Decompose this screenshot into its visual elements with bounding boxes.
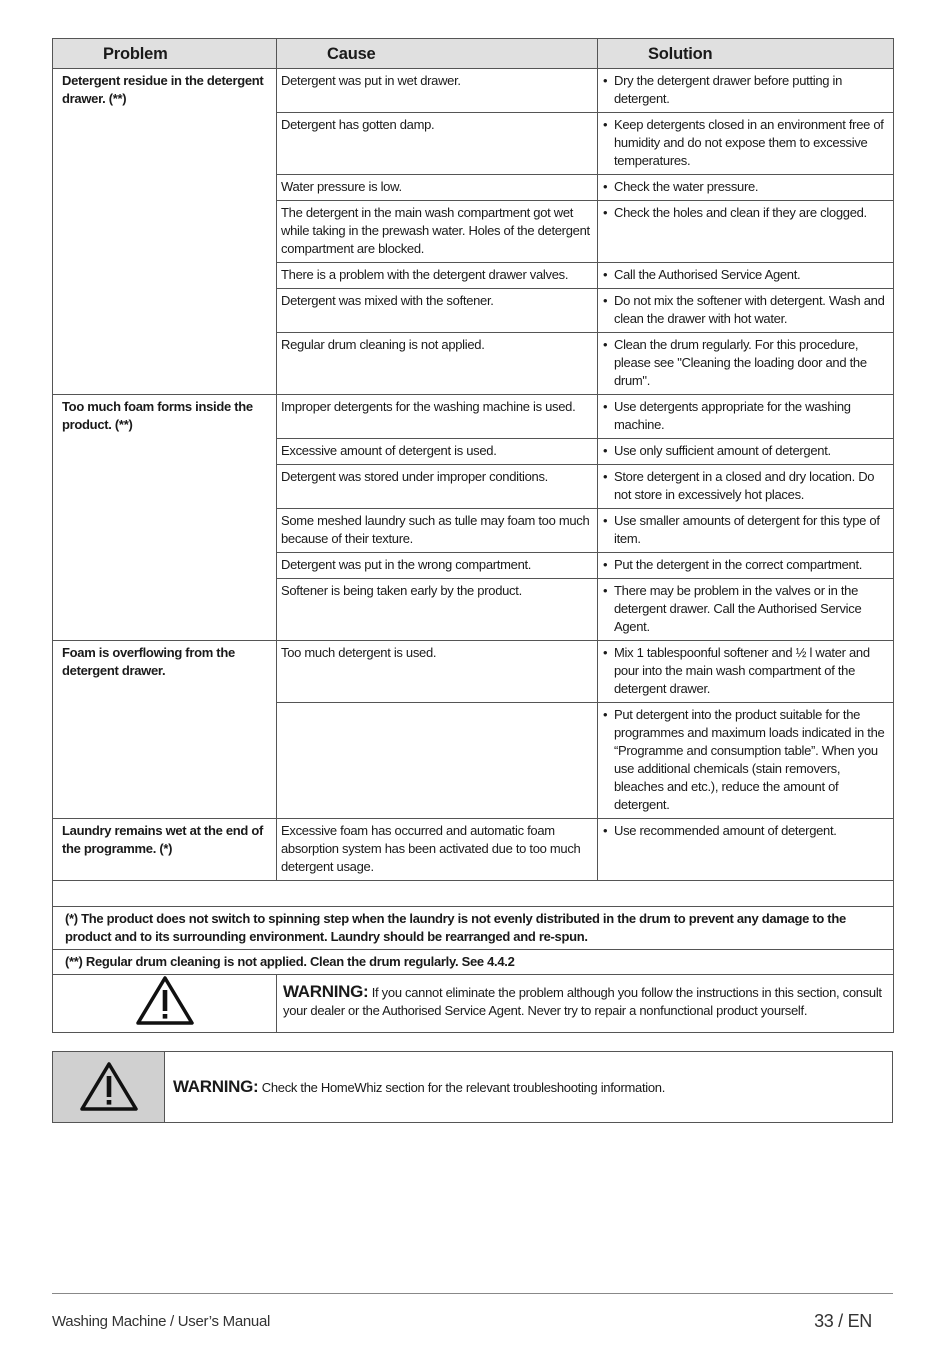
note-spin: (*) The product does not switch to spinning step when the laundry is not evenly distributed in the drum to prevent any damage to the product and to its surrounding environment. Laundry should be rearranged and re-spun. <box>53 907 894 950</box>
bullet-icon: • <box>603 179 608 194</box>
solution-text: Store detergent in a closed and dry location. Do not store in excessively hot places. <box>614 469 875 502</box>
bullet-icon: • <box>603 707 608 722</box>
warning-label: WARNING: <box>173 1077 259 1096</box>
solution-cell <box>598 819 894 881</box>
solution-text: Check the holes and clean if they are clogged. <box>614 205 867 220</box>
bullet-icon: • <box>603 443 608 458</box>
cause-cell: Improper detergents for the washing machine is used. <box>277 395 598 439</box>
solution-cell <box>598 641 894 703</box>
solution-cell <box>598 289 894 333</box>
bullet-icon: • <box>603 73 608 88</box>
troubleshooting-page <box>52 38 893 1033</box>
bullet-icon: • <box>603 583 608 598</box>
solution-cell <box>598 395 894 439</box>
warning-triangle-icon <box>135 975 195 1027</box>
cause-cell: Detergent was put in the wrong compartment. <box>277 553 598 579</box>
solution-cell <box>598 201 894 263</box>
solution-text: Use only sufficient amount of detergent. <box>614 443 831 458</box>
table-body <box>53 69 894 881</box>
solution-text: Put detergent into the product suitable for the programmes and maximum loads indicated in the “Programme and consumption table”. When you use additional chemicals (stain removers, bleaches and etc.), reduce the amount of detergent. <box>614 707 885 812</box>
problem-cell: Too much foam forms inside the product. (**) <box>53 395 277 641</box>
cause-cell: Detergent was mixed with the softener. <box>277 289 598 333</box>
bullet-icon: • <box>603 399 608 414</box>
bullet-icon: • <box>603 205 608 220</box>
cause-cell: Excessive foam has occurred and automatic foam absorption system has been activated due to too much detergent usage. <box>277 819 598 881</box>
warning-row <box>53 975 894 1033</box>
table-row <box>53 69 894 113</box>
table-row <box>53 819 894 881</box>
homewhiz-warning-box <box>52 1051 893 1123</box>
bullet-icon: • <box>603 469 608 484</box>
cause-cell: Detergent has gotten damp. <box>277 113 598 175</box>
solution-text: Use recommended amount of detergent. <box>614 823 837 838</box>
cause-cell: Some meshed laundry such as tulle may foam too much because of their texture. <box>277 509 598 553</box>
cause-cell: Water pressure is low. <box>277 175 598 201</box>
empty-cell <box>53 881 894 907</box>
solution-text: Keep detergents closed in an environment free of humidity and do not expose them to excessive temperatures. <box>614 117 884 168</box>
solution-text: Put the detergent in the correct compartment. <box>614 557 863 572</box>
cause-cell: There is a problem with the detergent drawer valves. <box>277 263 598 289</box>
cause-cell: Detergent was put in wet drawer. <box>277 69 598 113</box>
solution-cell <box>598 263 894 289</box>
footer-page-number: 33 / EN <box>814 1311 872 1331</box>
troubleshooting-table <box>52 38 894 1033</box>
solution-cell <box>598 553 894 579</box>
solution-text: There may be problem in the valves or in the detergent drawer. Call the Authorised Service Agent. <box>614 583 862 634</box>
solution-text: Clean the drum regularly. For this procedure, please see "Cleaning the loading door and the drum". <box>614 337 867 388</box>
bullet-icon: • <box>603 823 608 838</box>
problem-cell: Foam is overflowing from the detergent drawer. <box>53 641 277 819</box>
solution-text: Do not mix the softener with detergent. Wash and clean the drawer with hot water. <box>614 293 885 326</box>
header-problem: Problem <box>53 39 277 69</box>
cause-cell: Softener is being taken early by the product. <box>277 579 598 641</box>
solution-cell <box>598 703 894 819</box>
warning-icon-cell <box>53 975 277 1033</box>
solution-cell <box>598 465 894 509</box>
footer-divider <box>52 1293 893 1294</box>
header-cause: Cause <box>277 39 598 69</box>
solution-text: Dry the detergent drawer before putting in detergent. <box>614 73 843 106</box>
warning-icon-cell <box>53 1052 165 1122</box>
note-row <box>53 950 894 975</box>
cause-cell: Detergent was stored under improper conditions. <box>277 465 598 509</box>
solution-cell <box>598 509 894 553</box>
homewhiz-warning-message <box>165 1052 892 1122</box>
bullet-icon: • <box>603 117 608 132</box>
table-row <box>53 395 894 439</box>
solution-cell <box>598 69 894 113</box>
bullet-icon: • <box>603 337 608 352</box>
solution-cell <box>598 333 894 395</box>
warning-triangle-icon <box>79 1061 139 1113</box>
note-row <box>53 907 894 950</box>
table-header-row <box>53 39 894 69</box>
solution-text: Call the Authorised Service Agent. <box>614 267 801 282</box>
cause-cell: Too much detergent is used. <box>277 641 598 703</box>
cause-cell: The detergent in the main wash compartment got wet while taking in the prewash water. Holes of the detergent compartment are blocked. <box>277 201 598 263</box>
solution-text: Use detergents appropriate for the washing machine. <box>614 399 851 432</box>
solution-cell <box>598 175 894 201</box>
solution-cell <box>598 579 894 641</box>
solution-cell <box>598 439 894 465</box>
bullet-icon: • <box>603 513 608 528</box>
warning-label: WARNING: <box>283 982 369 1001</box>
solution-cell <box>598 113 894 175</box>
cause-cell: Excessive amount of detergent is used. <box>277 439 598 465</box>
footer-manual-title: Washing Machine / User’s Manual <box>52 1313 271 1330</box>
bullet-icon: • <box>603 645 608 660</box>
warning-text: If you cannot eliminate the problem although you follow the instructions in this section, consult your dealer or the Authorised Service Agent. Never try to repair a nonfunctional product yourself. <box>283 985 882 1018</box>
problem-cell: Detergent residue in the detergent drawer. (**) <box>53 69 277 395</box>
solution-text: Use smaller amounts of detergent for this type of item. <box>614 513 880 546</box>
solution-text: Mix 1 tablespoonful softener and ½ l water and pour into the main wash compartment of the detergent drawer. <box>614 645 870 696</box>
solution-text: Check the water pressure. <box>614 179 759 194</box>
note-drum-cleaning: (**) Regular drum cleaning is not applied. Clean the drum regularly. See 4.4.2 <box>53 950 894 975</box>
warning-message <box>277 975 894 1033</box>
table-row <box>53 641 894 703</box>
bullet-icon: • <box>603 267 608 282</box>
bullet-icon: • <box>603 557 608 572</box>
empty-row <box>53 881 894 907</box>
problem-cell: Laundry remains wet at the end of the programme. (*) <box>53 819 277 881</box>
header-solution: Solution <box>598 39 894 69</box>
warning-text: Check the HomeWhiz section for the relevant troubleshooting information. <box>258 1080 666 1095</box>
bullet-icon: • <box>603 293 608 308</box>
cause-cell <box>277 703 598 819</box>
cause-cell: Regular drum cleaning is not applied. <box>277 333 598 395</box>
